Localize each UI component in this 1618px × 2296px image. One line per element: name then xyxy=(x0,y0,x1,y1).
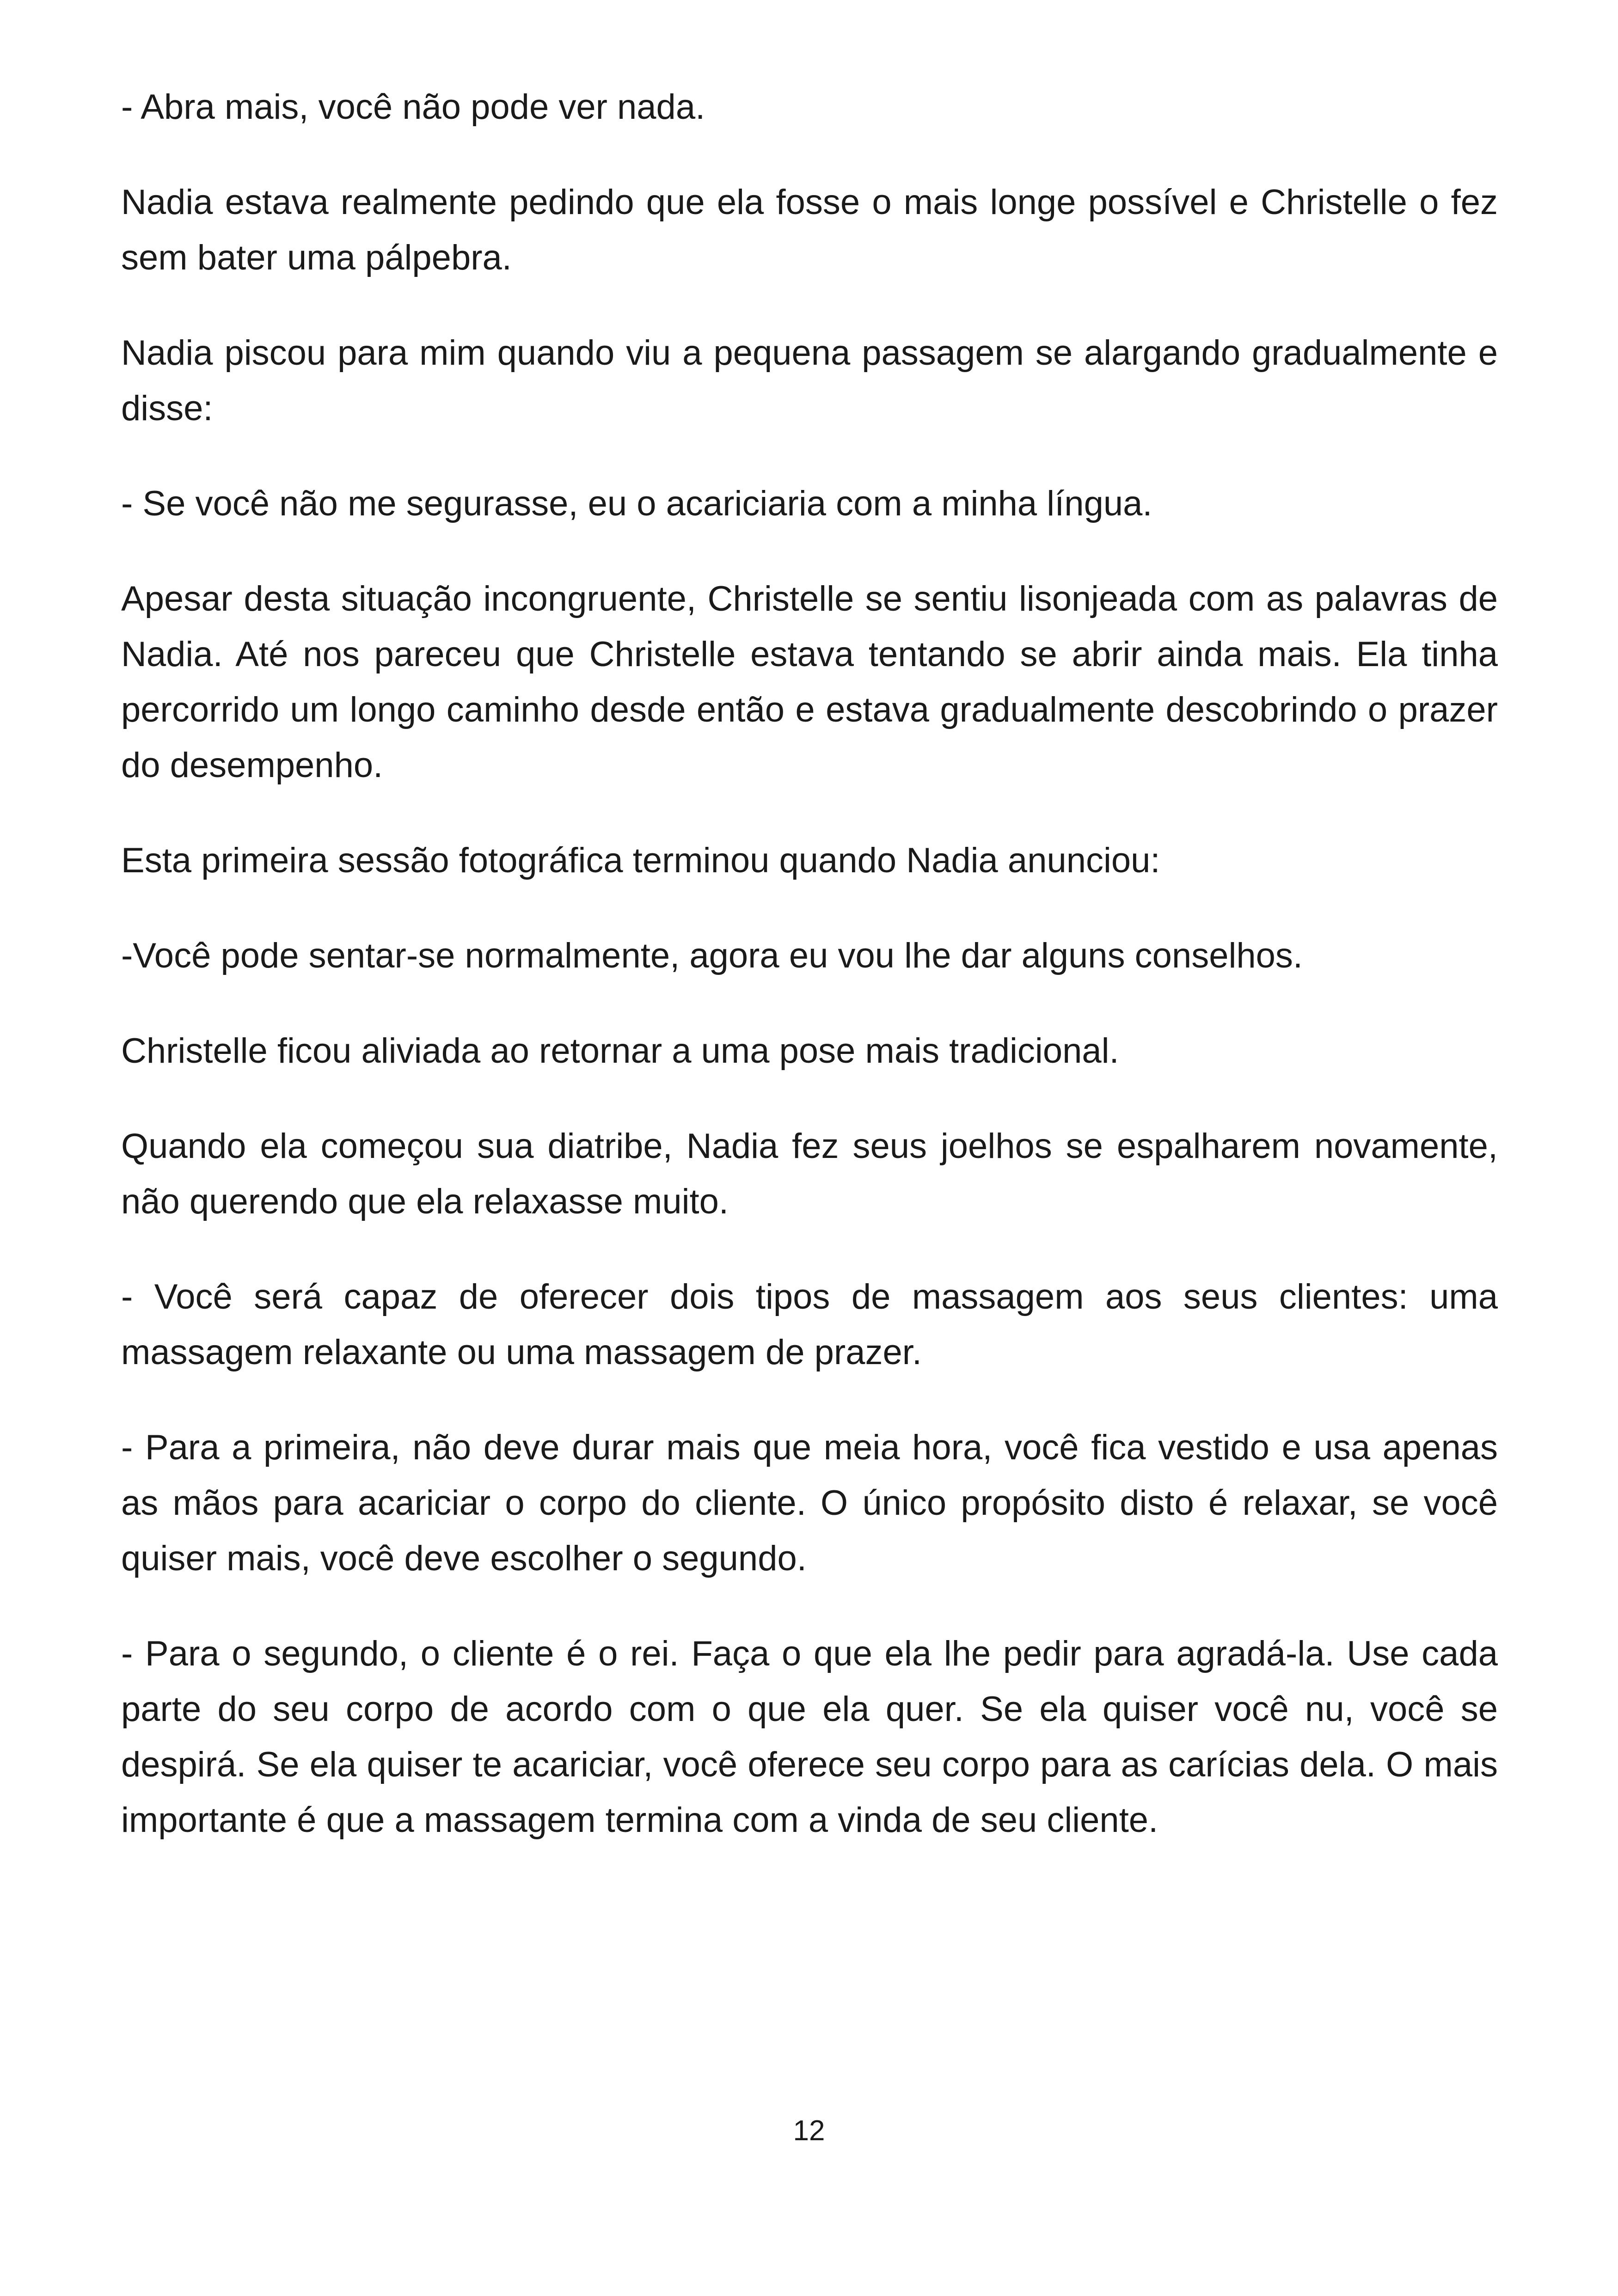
page-body xyxy=(121,80,1498,1888)
paragraph: Quando ela começou sua diatribe, Nadia fez seus joelhos se espalharem novamente, não querendo que ela relaxasse muito. xyxy=(121,1127,1498,1221)
paragraph: - Você será capaz de oferecer dois tipos de massagem aos seus clientes: uma massagem relaxante ou uma massagem de prazer. xyxy=(121,1277,1498,1372)
paragraph: - Se você não me segurasse, eu o acariciaria com a minha língua. xyxy=(121,484,1152,523)
paragraph: Apesar desta situação incongruente, Christelle se sentiu lisonjeada com as palavras de Nadia. Até nos pareceu que Christelle estava tentando se abrir ainda mais. Ela tinha percorrido um longo caminho desde então e estava gradualmente descobrindo o prazer do desempenho. xyxy=(121,579,1498,785)
paragraph: - Abra mais, você não pode ver nada. xyxy=(121,87,705,127)
paragraph: Nadia estava realmente pedindo que ela fosse o mais longe possível e Christelle o fez sem bater uma pálpebra. xyxy=(121,183,1498,277)
paragraph: - Para a primeira, não deve durar mais que meia hora, você fica vestido e usa apenas as mãos para acariciar o corpo do cliente. O único propósito disto é relaxar, se você quiser mais, você deve escolher o segundo. xyxy=(121,1428,1498,1578)
page-number: 12 xyxy=(793,2115,825,2147)
paragraph: Christelle ficou aliviada ao retornar a uma pose mais tradicional. xyxy=(121,1031,1119,1071)
paragraph: Esta primeira sessão fotográfica terminou quando Nadia anunciou: xyxy=(121,841,1160,880)
paragraph: -Você pode sentar-se normalmente, agora eu vou lhe dar alguns conselhos. xyxy=(121,936,1303,975)
paragraph: Nadia piscou para mim quando viu a pequena passagem se alargando gradualmente e disse: xyxy=(121,333,1498,428)
paragraph: - Para o segundo, o cliente é o rei. Faça o que ela lhe pedir para agradá-la. Use cada parte do seu corpo de acordo com o que ela quer. Se ela quiser você nu, você se despirá. Se ela quiser te acariciar, você oferece seu corpo para as carícias dela. O mais importante é que a massagem termina com a vinda de seu cliente. xyxy=(121,1634,1498,1840)
